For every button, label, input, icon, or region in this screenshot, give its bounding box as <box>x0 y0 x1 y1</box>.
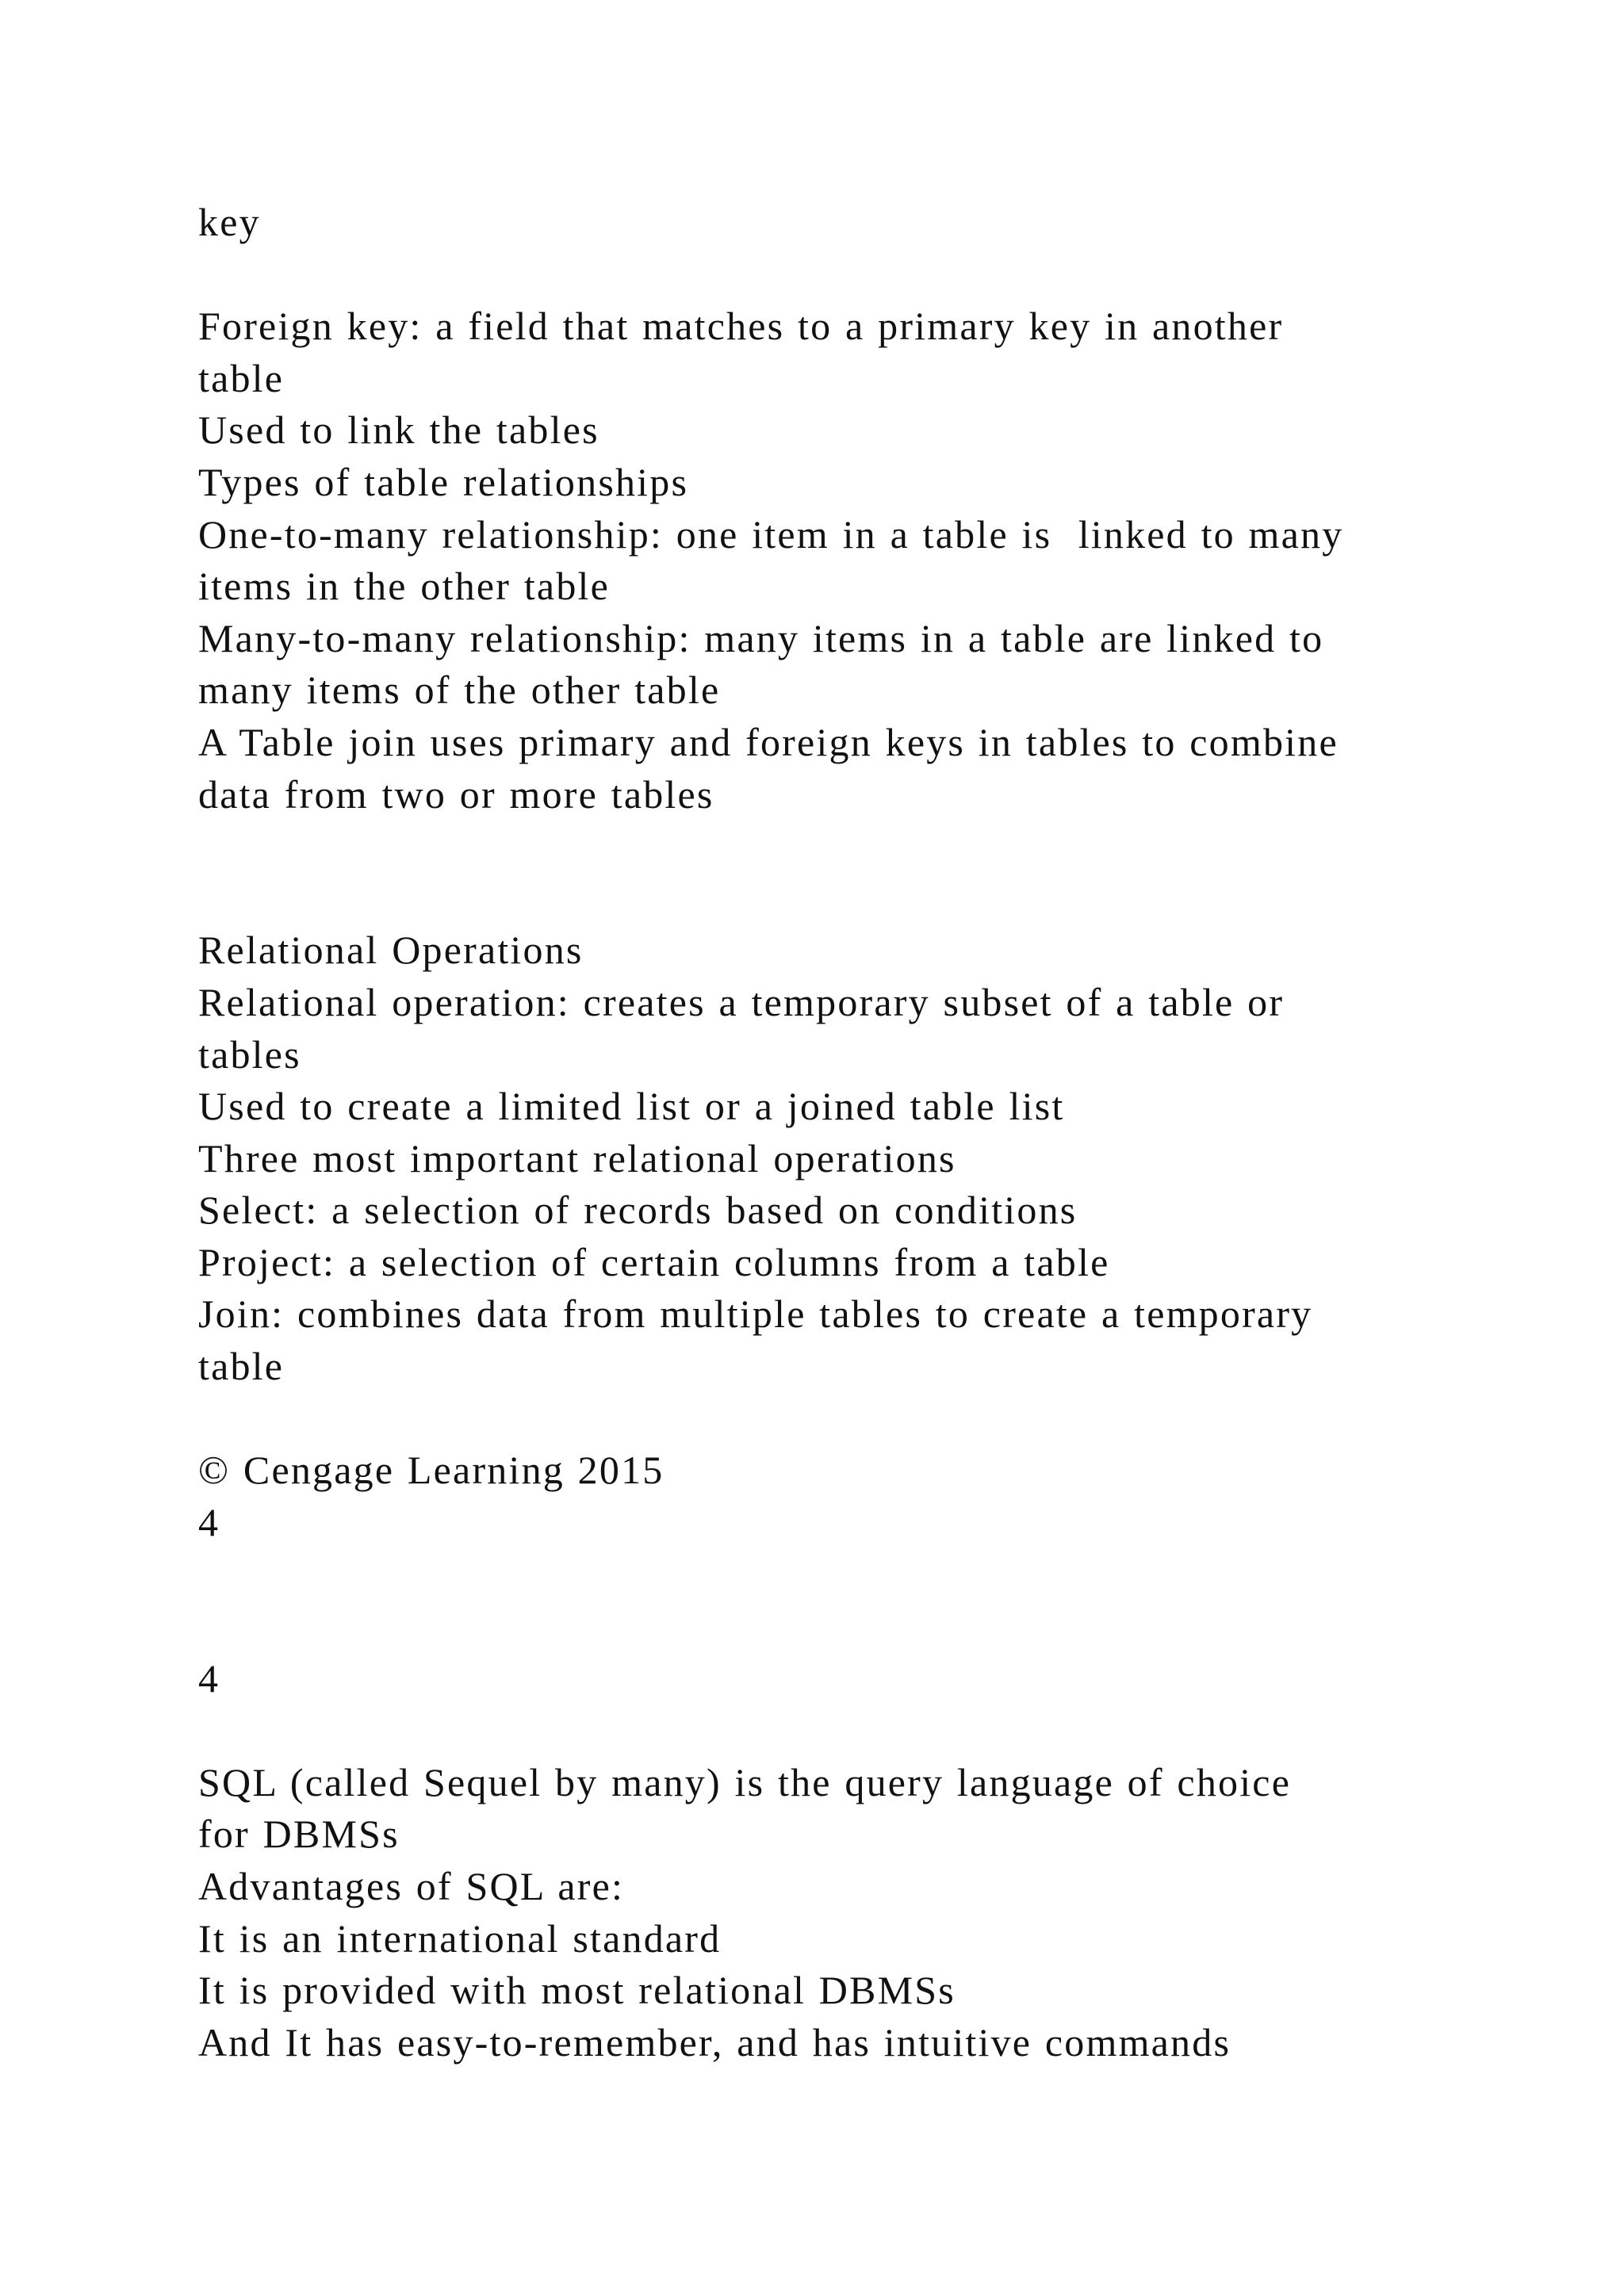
blank-line <box>198 873 1467 925</box>
text-line: One-to-many relationship: one item in a table is linked to many <box>198 511 1344 557</box>
text-line: It is provided with most relational DBMSs <box>198 1968 956 2013</box>
blank-line <box>198 1548 1467 1601</box>
text-line: items in the other table <box>198 564 611 609</box>
text-line: Join: combines data from multiple tables to create a temporary <box>198 1292 1313 1337</box>
text-line: table <box>198 1344 285 1389</box>
section-heading: Relational Operations <box>198 928 584 973</box>
text-line: Many-to-many relationship: many items in a table are linked to <box>198 615 1324 660</box>
document-body <box>198 197 1467 2068</box>
text-line: SQL (called Sequel by many) is the query language of choice <box>198 1759 1292 1804</box>
text-line: A Table join uses primary and foreign keys in tables to combine <box>198 719 1339 764</box>
text-line: Advantages of SQL are: <box>198 1864 625 1908</box>
copyright-line: © Cengage Learning 2015 <box>198 1448 665 1493</box>
text-line: many items of the other table <box>198 668 721 713</box>
text-line: table <box>198 355 285 400</box>
text-line: for DBMSs <box>198 1812 400 1857</box>
text-line: Used to create a limited list or a joined table list <box>198 1084 1065 1129</box>
slide-number: 4 <box>198 1655 220 1701</box>
text-line: Relational operation: creates a temporary subset of a table or <box>198 979 1285 1024</box>
slide-number: 4 <box>198 1499 220 1544</box>
text-line: Three most important relational operations <box>198 1135 956 1181</box>
blank-line <box>198 1705 1467 1757</box>
text-line: And It has easy-to-remember, and has intuitive commands <box>198 2019 1231 2064</box>
blank-line <box>198 1601 1467 1653</box>
blank-line <box>198 1393 1467 1445</box>
text-line: Project: a selection of certain columns from a table <box>198 1239 1110 1284</box>
text-line: Foreign key: a field that matches to a primary key in another <box>198 304 1284 349</box>
text-line: Types of table relationships <box>198 459 689 504</box>
blank-line <box>198 249 1467 301</box>
text-line: It is an international standard <box>198 1915 722 1961</box>
text-line: key <box>198 200 261 244</box>
text-line: data from two or more tables <box>198 771 714 817</box>
text-line: Used to link the tables <box>198 408 599 453</box>
text-line: Select: a selection of records based on conditions <box>198 1188 1078 1233</box>
blank-line <box>198 821 1467 873</box>
text-line: tables <box>198 1031 301 1077</box>
